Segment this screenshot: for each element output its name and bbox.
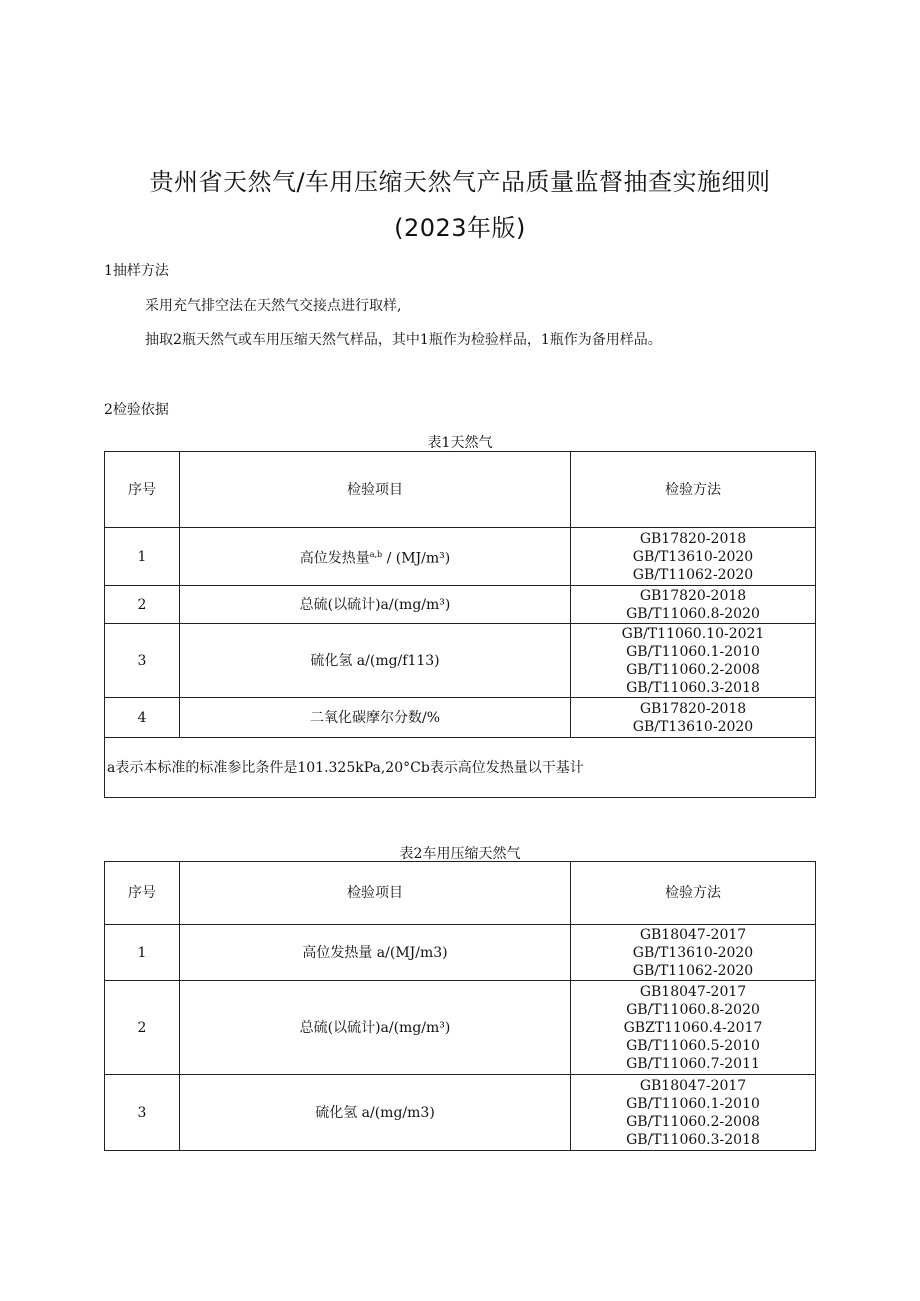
test-method: GB/T11060.1-2010: [626, 643, 760, 660]
table-2-header-row: [105, 862, 816, 925]
table-1-header-row: [105, 452, 816, 528]
row-number: 2: [105, 981, 180, 1075]
section-1-para-1: 采用充气排空法在天然气交接点进行取样,: [145, 298, 402, 314]
table-2-header-item: 检验项目: [180, 862, 571, 925]
row-number: 3: [105, 1075, 180, 1151]
test-method: GBZT11060.4-2017: [623, 1019, 763, 1036]
row-number: 4: [105, 698, 180, 738]
table-row: [105, 1075, 816, 1151]
test-method: GB17820-2018: [639, 530, 747, 547]
table-row: [105, 528, 816, 586]
test-method: GB/T11060.2-2008: [626, 661, 760, 678]
test-method: GB/T11060.7-2011: [626, 1055, 760, 1072]
test-methods: [571, 698, 816, 738]
test-method: GB18047-2017: [639, 1077, 747, 1094]
test-item: 总硫(以硫计)a/(mg/m³): [180, 586, 571, 624]
table-row: [105, 698, 816, 738]
section-1-heading: 1抽样方法: [104, 263, 169, 279]
table-row: [105, 586, 816, 624]
table-2-header-no: 序号: [105, 862, 180, 925]
test-methods: [571, 624, 816, 698]
test-item: 高位发热量 a/(MJ/m3): [180, 925, 571, 981]
test-methods: [571, 925, 816, 981]
test-item: 硫化氢 a/(mg/m3): [180, 1075, 571, 1151]
table-1-header-method: 检验方法: [571, 452, 816, 528]
table-1-header-no: 序号: [105, 452, 180, 528]
test-method: GB/T11060.10-2021: [621, 625, 765, 642]
table-2-caption: 表2车用压缩天然气: [399, 846, 521, 862]
test-method: GB/T13610-2020: [632, 944, 754, 961]
table-2-header-method: 检验方法: [571, 862, 816, 925]
test-method: GB18047-2017: [639, 926, 747, 943]
test-method: GB/T11060.3-2018: [626, 679, 760, 696]
document-subtitle: (2023年版): [394, 214, 526, 242]
table-1-note-row: [105, 738, 816, 798]
test-item-unit: / (MJ/m³): [386, 550, 451, 567]
test-item: 二氧化碳摩尔分数/%: [180, 698, 571, 738]
document-title: 贵州省天然气/车用压缩天然气产品质量监督抽查实施细则: [149, 168, 771, 196]
section-1-para-2: 抽取2瓶天然气或车用压缩天然气样品，其中1瓶作为检验样品，1瓶作为备用样品。: [145, 332, 662, 348]
test-methods: [571, 528, 816, 586]
test-method: GB18047-2017: [639, 983, 747, 1000]
footnote-marker: a,b: [369, 549, 383, 559]
test-method: GB/T11060.1-2010: [626, 1095, 760, 1112]
test-methods: [571, 1075, 816, 1151]
table-row: [105, 624, 816, 698]
table-2: [104, 861, 816, 1151]
test-methods: [571, 586, 816, 624]
test-method: GB/T11062-2020: [632, 962, 754, 979]
row-number: 1: [105, 925, 180, 981]
test-item: 硫化氢 a/(mg/f113): [180, 624, 571, 698]
table-1-note: a表示本标准的标准参比条件是101.325kPa,20°Cb表示高位发热量以干基计: [105, 738, 816, 798]
test-item-name: 高位发热量: [299, 550, 370, 567]
test-method: GB/T13610-2020: [632, 718, 754, 735]
section-2-heading: 2检验依据: [104, 402, 169, 418]
row-number: 1: [105, 528, 180, 586]
test-methods: [571, 981, 816, 1075]
test-method: GB/T11062-2020: [632, 566, 754, 583]
test-method: GB/T11060.8-2020: [626, 1001, 760, 1018]
test-item: [180, 528, 571, 586]
test-method: GB/T11060.8-2020: [626, 605, 760, 622]
test-method: GB/T11060.2-2008: [626, 1113, 760, 1130]
table-1-header-item: 检验项目: [180, 452, 571, 528]
test-method: GB/T13610-2020: [632, 548, 754, 565]
table-row: [105, 981, 816, 1075]
table-row: [105, 925, 816, 981]
row-number: 3: [105, 624, 180, 698]
test-item: 总硫(以硫计)a/(mg/m³): [180, 981, 571, 1075]
table-1-caption: 表1天然气: [427, 435, 493, 451]
table-1: [104, 451, 816, 798]
test-method: GB17820-2018: [639, 700, 747, 717]
test-method: GB/T11060.3-2018: [626, 1131, 760, 1148]
row-number: 2: [105, 586, 180, 624]
test-method: GB17820-2018: [639, 587, 747, 604]
test-method: GB/T11060.5-2010: [626, 1037, 760, 1054]
